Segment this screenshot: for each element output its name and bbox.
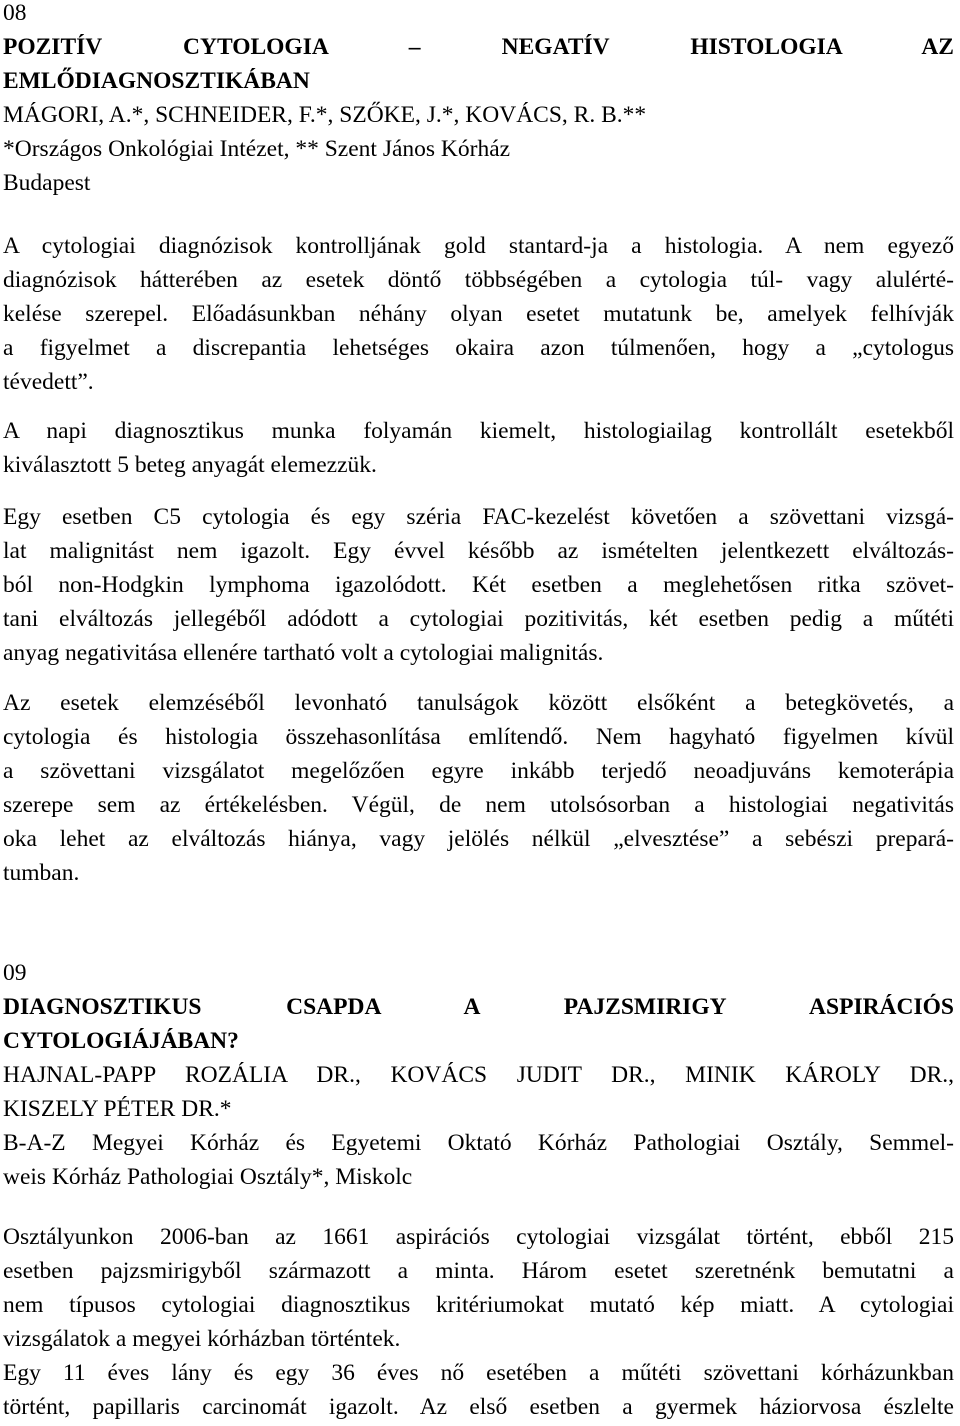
abstract-title-line-1: POZITÍV CYTOLOGIA – NEGATÍV HISTOLOGIA AZ <box>3 34 954 60</box>
text-line: A napi diagnosztikus munka folyamán kiemelt, histologiailag kontrollált esetekből <box>3 418 954 444</box>
abstract-09-paragraph-1 <box>3 1220 954 1356</box>
text-line: tumban. <box>3 860 80 886</box>
abstract-authors-line-2: KISZELY PÉTER DR.* <box>3 1096 232 1122</box>
text-line: anyag negativitása ellenére tartható volt a cytologiai malignitás. <box>3 640 604 666</box>
abstract-08-paragraph-4 <box>3 686 954 890</box>
text-line: kelése szerepel. Előadásunkban néhány olyan esetet mutatunk be, amelyek felhívják <box>3 301 954 327</box>
text-line: esetben pajzsmirigyből származott a minta. Három esetet szeretnénk bemutatni a <box>3 1258 954 1284</box>
abstract-title-line-2: CYTOLOGIÁJÁBAN? <box>3 1028 239 1054</box>
text-line: a figyelmet a discrepantia lehetséges okaira azon túlmenően, hogy a „cytologus <box>3 335 954 361</box>
abstract-09-paragraph-2 <box>3 1356 954 1424</box>
abstract-title-line-1: DIAGNOSZTIKUS CSAPDA A PAJZSMIRIGY ASPIRÁCIÓS <box>3 994 954 1020</box>
abstract-city: Budapest <box>3 170 91 196</box>
abstract-title-line-2: EMLŐDIAGNOSZTIKÁBAN <box>3 68 310 94</box>
text-line: szerepe sem az értékelésben. Végül, de nem utolsósorban a histologiai negativitás <box>3 792 954 818</box>
abstract-09-header <box>3 956 954 1194</box>
abstract-08-paragraph-1 <box>3 229 954 399</box>
abstract-08-paragraph-2 <box>3 414 954 482</box>
text-line: nem típusos cytologiai diagnosztikus kritériumokat mutató kép miatt. A cytologiai <box>3 1292 954 1318</box>
abstract-08-header <box>3 0 954 200</box>
text-line: cytologia és histologia összehasonlítása említendő. Nem hagyható figyelmen kívül <box>3 724 954 750</box>
text-line: vizsgálatok a megyei kórházban történtek. <box>3 1326 401 1352</box>
text-line: tani elváltozás jellegéből adódott a cytologiai pozitivitás, két esetben pedig a műtéti <box>3 606 954 632</box>
abstract-authors-line-1: HAJNAL-PAPP ROZÁLIA DR., KOVÁCS JUDIT DR., MINIK KÁROLY DR., <box>3 1062 954 1088</box>
abstract-affiliation-line-2: weis Kórház Pathologiai Osztály*, Miskolc <box>3 1164 413 1190</box>
text-line: ból non-Hodgkin lymphoma igazolódott. Két esetben a meglehetősen ritka szövet- <box>3 572 954 598</box>
text-line: tévedett”. <box>3 369 94 395</box>
abstract-authors: MÁGORI, A.*, SCHNEIDER, F.*, SZŐKE, J.*, KOVÁCS, R. B.** <box>3 102 647 128</box>
text-line: diagnózisok hátterében az esetek döntő többségében a cytologia túl- vagy alulérté- <box>3 267 954 293</box>
abstract-affiliation-line-1: B-A-Z Megyei Kórház és Egyetemi Oktató Kórház Pathologiai Osztály, Semmel- <box>3 1130 954 1156</box>
text-line: kiválasztott 5 beteg anyagát elemezzük. <box>3 452 377 478</box>
text-line: A cytologiai diagnózisok kontrolljának gold stantard-ja a histologia. A nem egyező <box>3 233 954 259</box>
abstract-affiliation: *Országos Onkológiai Intézet, ** Szent János Kórház <box>3 136 511 162</box>
text-line: oka lehet az elváltozás hiánya, vagy jelölés nélkül „elvesztése” a sebészi prepará- <box>3 826 954 852</box>
abstract-number: 08 <box>3 0 27 26</box>
text-line: Az esetek elemzéséből levonható tanulságok között elsőként a betegkövetés, a <box>3 690 954 716</box>
text-line: Osztályunkon 2006-ban az 1661 aspirációs cytologiai vizsgálat történt, ebből 215 <box>3 1224 954 1250</box>
abstract-08-paragraph-3 <box>3 500 954 670</box>
abstract-number: 09 <box>3 960 27 986</box>
text-line: lat malignitást nem igazolt. Egy évvel később az ismételten jelentkezett elváltozás- <box>3 538 954 564</box>
text-line: Egy esetben C5 cytologia és egy széria FAC-kezelést követően a szövettani vizsgá- <box>3 504 954 530</box>
text-line: a szövettani vizsgálatot megelőzően egyre inkább terjedő neoadjuváns kemoterápia <box>3 758 954 784</box>
text-line: történt, papillaris carcinomát igazolt. Az első esetben a gyermek háziorvosa észlelte <box>3 1394 954 1420</box>
text-line: Egy 11 éves lány és egy 36 éves nő esetében a műtéti szövettani kórházunkban <box>3 1360 954 1386</box>
